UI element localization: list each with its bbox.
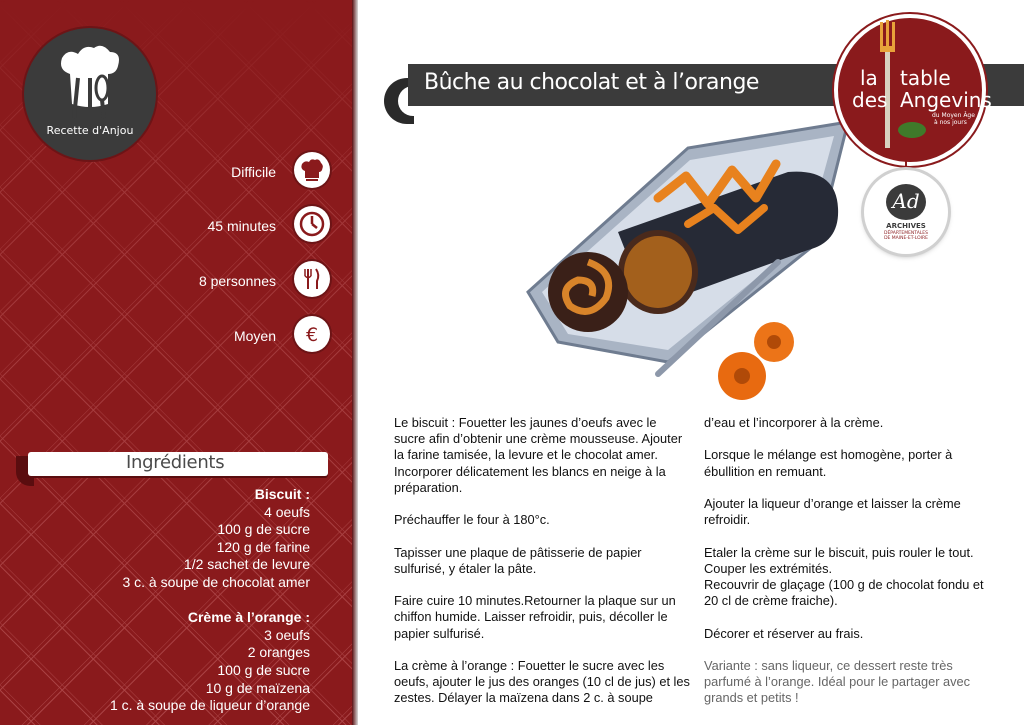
- difficulty-row: [0, 152, 330, 192]
- brand-line2-a: des: [852, 88, 888, 112]
- brand-line1-a: la: [860, 66, 878, 90]
- archives-logo: [864, 170, 948, 254]
- servings-row: [0, 261, 330, 301]
- ingredient-item: 1 c. à soupe de liqueur d’orange: [109, 697, 310, 714]
- cake-photo: [518, 112, 858, 410]
- ingredient-item: 100 g de sucre: [217, 661, 310, 678]
- archives-sub: [870, 231, 942, 241]
- ingredient-item: 4 oeufs: [264, 503, 310, 520]
- ingredients-list: [110, 486, 310, 715]
- archives-monogram: Ad: [886, 184, 926, 220]
- spacer: [110, 592, 310, 610]
- archives-sub-1: DÉPARTEMENTALES: [884, 231, 928, 236]
- ingredient-item: 120 g de farine: [216, 538, 310, 555]
- euro-icon: [294, 316, 330, 352]
- sidebar-edge: [352, 0, 358, 725]
- time-label: 45 minutes: [207, 218, 276, 234]
- brand-line2-b: Angevins: [900, 88, 992, 112]
- chef-whisk-icon: [50, 44, 130, 124]
- recipe-paragraph: Le biscuit : Fouetter les jaunes d’oeufs avec le sucre afin d’obtenir une crème mousseuse. Ajouter la farine tamisée, la levure et le chocolat amer. Incorporer délicatement les blancs en neige à la préparation.: [394, 415, 683, 495]
- ingredient-item: 3 c. à soupe de chocolat amer: [122, 573, 310, 590]
- recipe-logo: [24, 28, 156, 160]
- cost-row: [0, 316, 330, 356]
- fork-knife-icon: [294, 261, 330, 297]
- chef-hat-icon: [294, 152, 330, 188]
- brand-sub-2: à nos jours: [934, 119, 967, 126]
- euro-glyph: €: [305, 324, 319, 346]
- time-row: [0, 206, 330, 246]
- archives-name: ARCHIVES: [886, 222, 926, 230]
- servings-label: 8 personnes: [198, 273, 276, 289]
- la-table-des-angevins-badge: [834, 14, 992, 166]
- logo-label: Recette d'Anjou: [46, 124, 134, 137]
- brand-line1-b: table: [900, 66, 951, 90]
- brand-sub-1: du Moyen Âge: [932, 112, 975, 119]
- recipe-paragraph: Ajouter la liqueur d’orange et laisser la crème refroidir.: [704, 495, 961, 528]
- recipe-column-1: [394, 415, 690, 723]
- archives-sub-2: DE MAINE-ET-LOIRE: [884, 236, 928, 241]
- recipe-variant: Variante : sans liqueur, ce dessert reste très parfumé à l’orange. Idéal pour le partager avec grands et petits !: [704, 657, 971, 706]
- recipe-paragraph: Préchauffer le four à 180°c.: [394, 512, 550, 528]
- difficulty-label: Difficile: [231, 164, 276, 180]
- clock-icon: [294, 206, 330, 242]
- creme-heading: Crème à l’orange :: [187, 609, 310, 626]
- recipe-paragraph: Tapisser une plaque de pâtisserie de papier sulfurisé, y étaler la pâte.: [394, 544, 642, 576]
- page-title: Bûche au chocolat et à l’orange: [424, 70, 759, 95]
- biscuit-heading: Biscuit :: [254, 486, 310, 502]
- ingredients-title: Ingrédients: [126, 452, 225, 473]
- recipe-column-2: [704, 415, 1000, 723]
- recipe-paragraph: La crème à l’orange : Fouetter le sucre avec les oeufs, ajouter le jus des oranges (10 cl de jus) et les zestes. Délayer la maïzena dans 2 c. à soupe: [394, 657, 690, 706]
- recipe-paragraph: Décorer et réserver au frais.: [704, 625, 864, 641]
- ingredient-item: 2 oranges: [247, 644, 310, 661]
- recipe-paragraph: Etaler la crème sur le biscuit, puis rouler le tout. Couper les extrémités. Recouvrir de glaçage (100 g de chocolat fondu et 20 cl de crème fraiche).: [704, 544, 984, 609]
- cost-label: Moyen: [233, 328, 276, 344]
- recipe-paragraph: d’eau et l’incorporer à la crème.: [704, 415, 884, 430]
- recipe-paragraph: Faire cuire 10 minutes.Retourner la plaque sur un chiffon humide. Laisser refroidir, puis, décoller le papier sulfurisé.: [394, 593, 676, 641]
- ingredient-item: 100 g de sucre: [217, 521, 310, 538]
- recipe-paragraph: Lorsque le mélange est homogène, porter à ébullition en remuant.: [704, 447, 953, 479]
- ingredient-item: 3 oeufs: [264, 626, 310, 643]
- ingredient-item: 10 g de maïzena: [205, 679, 310, 696]
- ingredient-item: 1/2 sachet de levure: [183, 556, 310, 573]
